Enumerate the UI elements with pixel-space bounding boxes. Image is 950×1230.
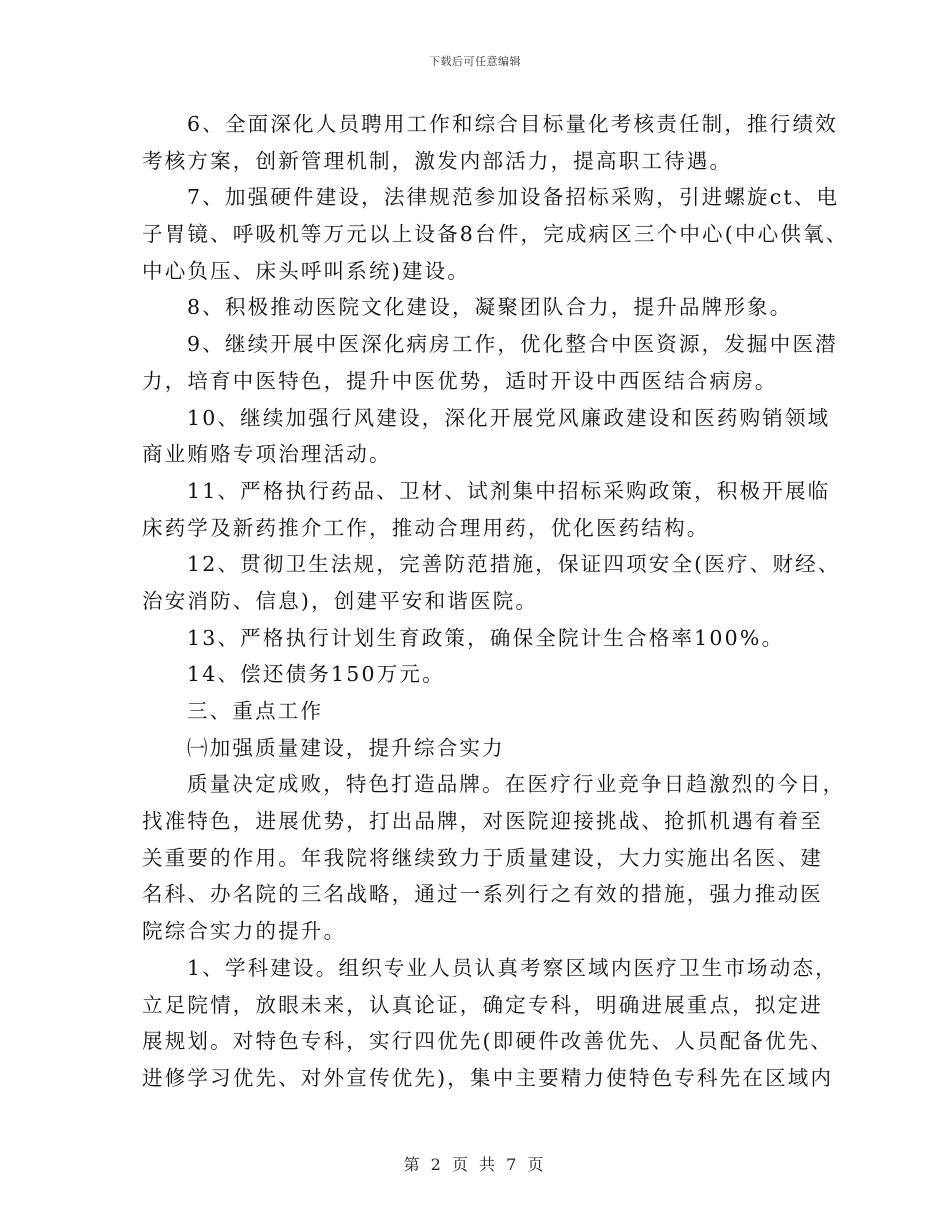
text-line: 关重要的作用。年我院将继续致力于质量建设，大力实施出名医、建 [142,845,823,870]
text-line: 找准特色，进展优势，打出品牌，对医院迎接挑战、抢抓机遇有着至 [142,809,823,834]
text-line: 三、重点工作 [187,699,324,723]
text-line: 进修学习优先、对外宣传优先)，集中主要精力使特色专科先在区域内 [142,1065,834,1090]
text-line: 治安消防、信息)，创建平安和谐医院。 [142,588,539,613]
text-line: 名科、办名院的三名战略，通过一系列行之有效的措施，强力推动医 [142,882,823,907]
text-line: 10、继续加强行风建设，深化开展党风廉政建设和医药购销领域 [187,405,831,430]
text-line: 考核方案，创新管理机制，激发内部活力，提高职工待遇。 [142,148,733,173]
text-line: 商业贿赂专项治理活动。 [142,442,392,467]
text-line: 展规划。对特色专科，实行四优先(即硬件改善优先、人员配备优先、 [142,1029,834,1054]
text-line: 1、学科建设。组织专业人员认真考察区域内医疗卫生市场动态， [187,955,838,980]
text-line: 院综合实力的提升。 [142,919,347,944]
page-footer: 第 2 页 共 7 页 [403,1155,547,1174]
text-line: 12、贯彻卫生法规，完善防范措施，保证四项安全(医疗、财经、 [187,552,841,577]
text-line: 床药学及新药推介工作，推动合理用药，优化医药结构。 [142,515,710,540]
text-line: 6、全面深化人员聘用工作和综合目标量化考核责任制，推行绩效 [187,112,838,136]
text-line: 子胃镜、呼吸机等万元以上设备8台件，完成病区三个中心(中心供氧、 [142,222,849,247]
page-header: 下载后可任意编辑 [429,55,521,68]
text-line: 8、积极推动医院文化建设，凝聚团队合力，提升品牌形象。 [187,295,793,320]
text-line: 立足院情，放眼未来，认真论证，确定专科，明确进展重点，拟定进 [142,992,823,1017]
text-line: 14、偿还债务150万元。 [187,662,445,687]
document-body [142,106,849,1097]
text-line: 中心负压、床头呼叫系统)建设。 [142,258,470,283]
text-line: 力，培育中医特色，提升中医优势，适时开设中西医结合病房。 [142,368,778,393]
text-line: 质量决定成败，特色打造品牌。在医疗行业竞争日趋激烈的今日， [187,772,846,797]
text-line: 11、严格执行药品、卫材、试剂集中招标采购政策，积极开展临 [187,478,831,503]
text-line: ㈠加强质量建设，提升综合实力 [187,735,505,760]
text-line: 9、继续开展中医深化病房工作，优化整合中医资源，发掘中医潜 [187,332,838,357]
text-line: 13、严格执行计划生育政策，确保全院计生合格率100%。 [187,625,785,650]
text-line: 7、加强硬件建设，法律规范参加设备招标采购，引进螺旋ct、电 [187,185,840,210]
